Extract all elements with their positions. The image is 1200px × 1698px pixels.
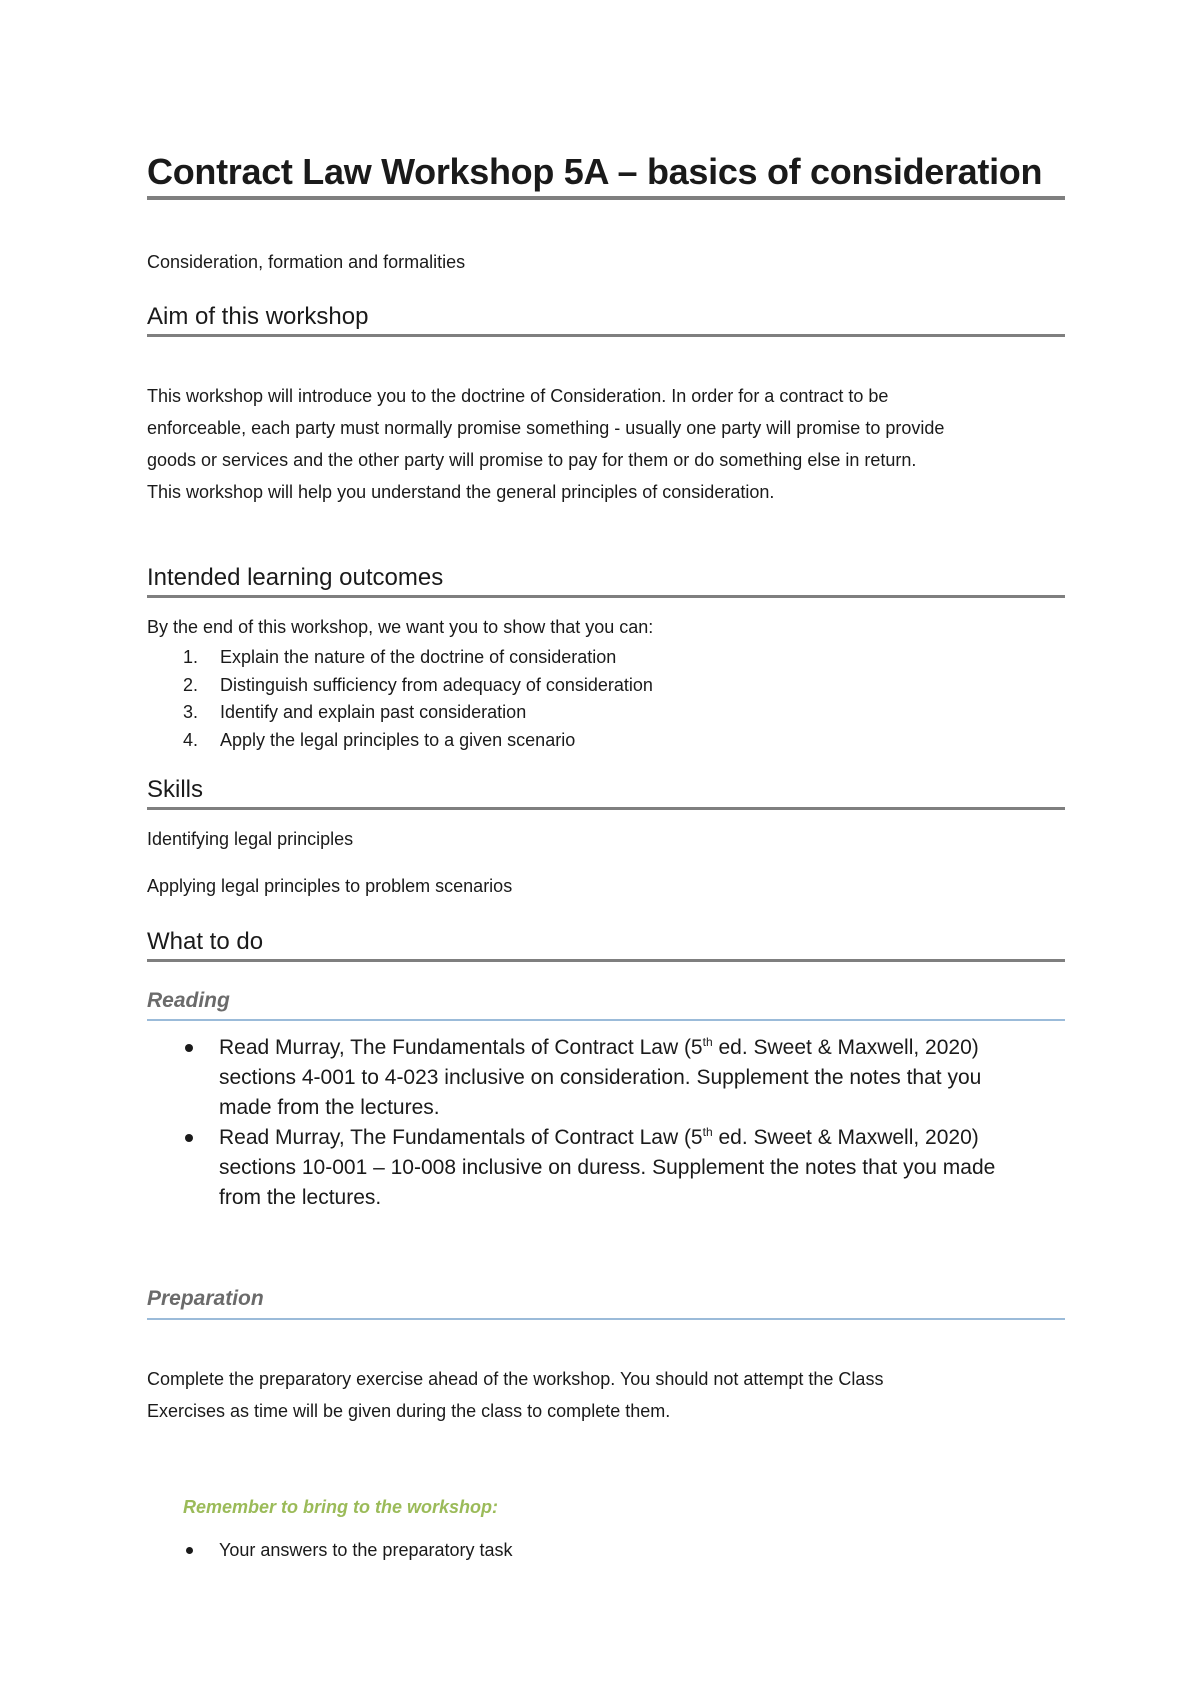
preparation-paragraph — [147, 1363, 1065, 1427]
list-item: Read Murray, The Fundamentals of Contract Law (5th ed. Sweet & Maxwell, 2020) sections 4-001 to 4-023 inclusive on consideration. Supplement the notes that you made from the lectures. — [147, 1033, 1065, 1123]
skill-item: Identifying legal principles — [147, 829, 354, 849]
remember-heading: Remember to bring to the workshop: — [183, 1497, 499, 1517]
preparation-heading-rule — [147, 1318, 1065, 1320]
outcomes-intro: By the end of this workshop, we want you to show that you can: — [147, 617, 654, 637]
outcomes-list — [147, 644, 653, 754]
reading-heading: Reading — [147, 989, 230, 1012]
skills-heading-rule — [147, 807, 1065, 810]
subtitle: Consideration, formation and formalities — [147, 252, 466, 272]
list-item: Read Murray, The Fundamentals of Contract Law (5th ed. Sweet & Maxwell, 2020) sections 10-001 – 10-008 inclusive on duress. Supplement the notes that you made from the lectures. — [147, 1123, 1065, 1213]
what-to-do-heading-rule — [147, 959, 1065, 962]
list-item: 4. Apply the legal principles to a given scenario — [183, 729, 576, 750]
title-rule — [147, 196, 1065, 200]
aim-line: This workshop will introduce you to the doctrine of Consideration. In order for a contract to be — [147, 386, 889, 406]
reading-heading-rule — [147, 1019, 1065, 1021]
preparation-heading: Preparation — [147, 1287, 264, 1310]
preparation-line: Complete the preparatory exercise ahead of the workshop. You should not attempt the Class — [147, 1369, 884, 1389]
aim-line: enforceable, each party must normally promise something - usually one party will promise to provide — [147, 418, 945, 438]
bullet-icon — [186, 1547, 193, 1554]
outcomes-heading-rule — [147, 595, 1065, 598]
skill-item: Applying legal principles to problem scenarios — [147, 876, 513, 896]
reading-list — [147, 1033, 1065, 1213]
remember-list — [147, 1536, 1065, 1564]
what-to-do-heading: What to do — [147, 928, 264, 955]
aim-line: This workshop will help you understand the general principles of consideration. — [147, 482, 775, 502]
preparation-line: Exercises as time will be given during the class to complete them. — [147, 1401, 671, 1421]
list-item: 1. Explain the nature of the doctrine of consideration — [183, 647, 617, 667]
list-item: Your answers to the preparatory task — [147, 1536, 1065, 1564]
aim-heading: Aim of this workshop — [147, 303, 369, 330]
aim-heading-rule — [147, 334, 1065, 337]
list-item: 2. Distinguish sufficiency from adequacy of consideration — [183, 674, 653, 695]
bullet-icon — [185, 1134, 193, 1142]
document-title: Contract Law Workshop 5A – basics of consideration — [147, 151, 1043, 192]
skills-heading: Skills — [147, 776, 204, 803]
bullet-icon — [185, 1044, 193, 1052]
aim-line: goods or services and the other party will promise to pay for them or do something else in return. — [147, 450, 917, 470]
list-item: 3. Identify and explain past consideration — [183, 702, 527, 722]
aim-paragraph — [147, 380, 1065, 508]
outcomes-heading: Intended learning outcomes — [147, 564, 444, 591]
